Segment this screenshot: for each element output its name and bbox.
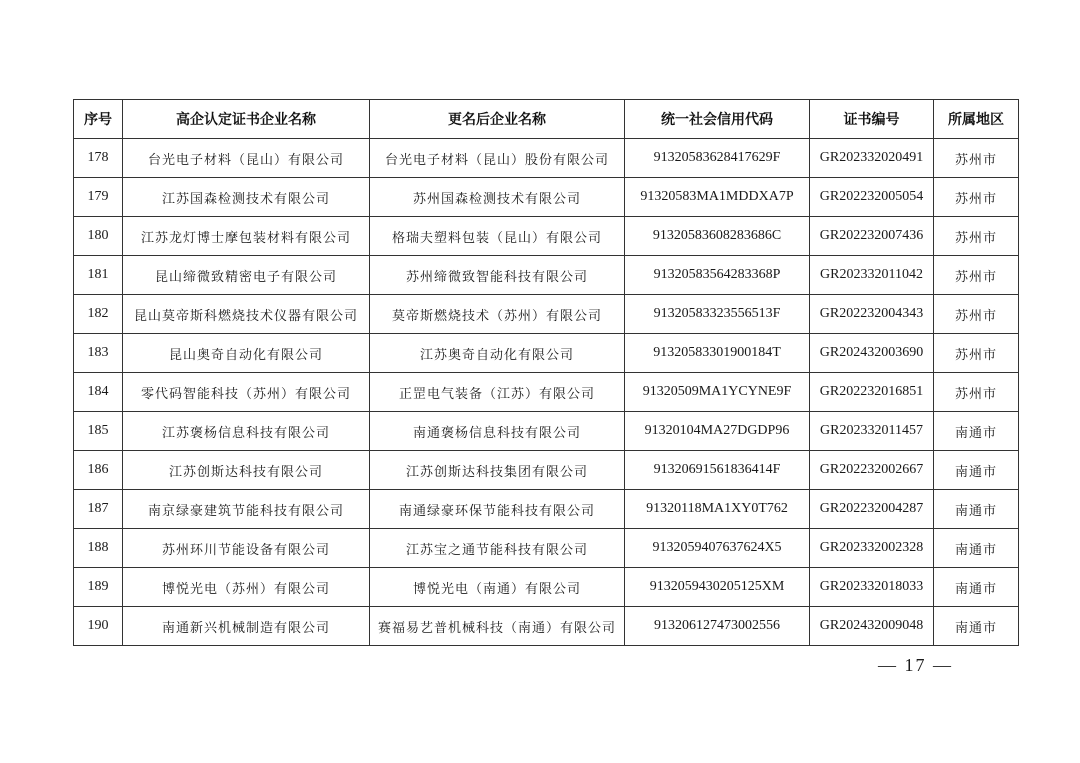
cell-original-company-name: 台光电子材料（昆山）有限公司 bbox=[123, 139, 370, 178]
table-row bbox=[74, 490, 1019, 529]
cell-original-company-name: 江苏龙灯博士摩包装材料有限公司 bbox=[123, 217, 370, 256]
header-serial-number: 序号 bbox=[74, 100, 123, 139]
cell-region: 苏州市 bbox=[934, 178, 1019, 217]
table-row bbox=[74, 529, 1019, 568]
cell-renamed-company-name: 江苏宝之通节能科技有限公司 bbox=[370, 529, 625, 568]
cell-serial-number: 189 bbox=[74, 568, 123, 607]
cell-renamed-company-name: 南通绿豪环保节能科技有限公司 bbox=[370, 490, 625, 529]
cell-certificate-number: GR202332002328 bbox=[810, 529, 934, 568]
cell-original-company-name: 南京绿豪建筑节能科技有限公司 bbox=[123, 490, 370, 529]
page-number: — 17 — bbox=[878, 655, 953, 675]
cell-region: 南通市 bbox=[934, 451, 1019, 490]
cell-credit-code: 91320118MA1XY0T762 bbox=[625, 490, 810, 529]
cell-original-company-name: 江苏创斯达科技有限公司 bbox=[123, 451, 370, 490]
cell-region: 苏州市 bbox=[934, 373, 1019, 412]
cell-credit-code: 9132059430205125XM bbox=[625, 568, 810, 607]
table-row bbox=[74, 451, 1019, 490]
cell-certificate-number: GR202332018033 bbox=[810, 568, 934, 607]
cell-original-company-name: 南通新兴机械制造有限公司 bbox=[123, 607, 370, 646]
table-row bbox=[74, 412, 1019, 451]
certificate-rename-table bbox=[73, 99, 1019, 646]
cell-credit-code: 91320583MA1MDDXA7P bbox=[625, 178, 810, 217]
cell-credit-code: 91320104MA27DGDP96 bbox=[625, 412, 810, 451]
cell-renamed-company-name: 苏州国森检测技术有限公司 bbox=[370, 178, 625, 217]
cell-serial-number: 179 bbox=[74, 178, 123, 217]
header-credit-code: 统一社会信用代码 bbox=[625, 100, 810, 139]
certificate-table-container bbox=[73, 99, 1018, 646]
cell-region: 苏州市 bbox=[934, 295, 1019, 334]
cell-original-company-name: 苏州环川节能设备有限公司 bbox=[123, 529, 370, 568]
table-row bbox=[74, 139, 1019, 178]
cell-serial-number: 188 bbox=[74, 529, 123, 568]
cell-renamed-company-name: 江苏奥奇自动化有限公司 bbox=[370, 334, 625, 373]
cell-region: 南通市 bbox=[934, 607, 1019, 646]
cell-original-company-name: 江苏褒杨信息科技有限公司 bbox=[123, 412, 370, 451]
cell-region: 苏州市 bbox=[934, 256, 1019, 295]
cell-certificate-number: GR202432009048 bbox=[810, 607, 934, 646]
cell-renamed-company-name: 赛福易艺普机械科技（南通）有限公司 bbox=[370, 607, 625, 646]
cell-region: 苏州市 bbox=[934, 217, 1019, 256]
cell-certificate-number: GR202332011457 bbox=[810, 412, 934, 451]
cell-serial-number: 184 bbox=[74, 373, 123, 412]
cell-credit-code: 9132059407637624X5 bbox=[625, 529, 810, 568]
cell-serial-number: 181 bbox=[74, 256, 123, 295]
table-row bbox=[74, 217, 1019, 256]
header-renamed-company-name: 更名后企业名称 bbox=[370, 100, 625, 139]
cell-renamed-company-name: 南通褒杨信息科技有限公司 bbox=[370, 412, 625, 451]
cell-region: 南通市 bbox=[934, 490, 1019, 529]
cell-serial-number: 182 bbox=[74, 295, 123, 334]
table-row bbox=[74, 256, 1019, 295]
table-row bbox=[74, 568, 1019, 607]
header-certificate-number: 证书编号 bbox=[810, 100, 934, 139]
cell-certificate-number: GR202232004343 bbox=[810, 295, 934, 334]
cell-serial-number: 190 bbox=[74, 607, 123, 646]
table-row bbox=[74, 373, 1019, 412]
cell-original-company-name: 昆山奥奇自动化有限公司 bbox=[123, 334, 370, 373]
cell-region: 南通市 bbox=[934, 412, 1019, 451]
cell-renamed-company-name: 莫帝斯燃烧技术（苏州）有限公司 bbox=[370, 295, 625, 334]
table-header-row bbox=[74, 100, 1019, 139]
cell-region: 苏州市 bbox=[934, 334, 1019, 373]
cell-certificate-number: GR202332020491 bbox=[810, 139, 934, 178]
cell-serial-number: 183 bbox=[74, 334, 123, 373]
header-region: 所属地区 bbox=[934, 100, 1019, 139]
cell-credit-code: 91320583323556513F bbox=[625, 295, 810, 334]
cell-certificate-number: GR202432003690 bbox=[810, 334, 934, 373]
cell-renamed-company-name: 正罡电气装备（江苏）有限公司 bbox=[370, 373, 625, 412]
cell-credit-code: 91320583608283686C bbox=[625, 217, 810, 256]
cell-original-company-name: 零代码智能科技（苏州）有限公司 bbox=[123, 373, 370, 412]
cell-serial-number: 187 bbox=[74, 490, 123, 529]
cell-certificate-number: GR202232007436 bbox=[810, 217, 934, 256]
cell-certificate-number: GR202332011042 bbox=[810, 256, 934, 295]
cell-credit-code: 91320509MA1YCYNE9F bbox=[625, 373, 810, 412]
cell-serial-number: 180 bbox=[74, 217, 123, 256]
cell-credit-code: 91320583301900184T bbox=[625, 334, 810, 373]
cell-renamed-company-name: 苏州缔微致智能科技有限公司 bbox=[370, 256, 625, 295]
cell-serial-number: 185 bbox=[74, 412, 123, 451]
cell-credit-code: 91320583628417629F bbox=[625, 139, 810, 178]
cell-serial-number: 186 bbox=[74, 451, 123, 490]
table-row bbox=[74, 295, 1019, 334]
cell-renamed-company-name: 台光电子材料（昆山）股份有限公司 bbox=[370, 139, 625, 178]
cell-renamed-company-name: 江苏创斯达科技集团有限公司 bbox=[370, 451, 625, 490]
cell-certificate-number: GR202232005054 bbox=[810, 178, 934, 217]
cell-original-company-name: 江苏国森检测技术有限公司 bbox=[123, 178, 370, 217]
cell-serial-number: 178 bbox=[74, 139, 123, 178]
cell-certificate-number: GR202232004287 bbox=[810, 490, 934, 529]
cell-credit-code: 913206127473002556 bbox=[625, 607, 810, 646]
cell-credit-code: 91320691561836414F bbox=[625, 451, 810, 490]
table-row bbox=[74, 178, 1019, 217]
cell-original-company-name: 昆山缔微致精密电子有限公司 bbox=[123, 256, 370, 295]
cell-region: 苏州市 bbox=[934, 139, 1019, 178]
cell-region: 南通市 bbox=[934, 529, 1019, 568]
table-row bbox=[74, 607, 1019, 646]
cell-renamed-company-name: 格瑞夫塑料包装（昆山）有限公司 bbox=[370, 217, 625, 256]
cell-certificate-number: GR202232016851 bbox=[810, 373, 934, 412]
header-original-company-name: 高企认定证书企业名称 bbox=[123, 100, 370, 139]
cell-region: 南通市 bbox=[934, 568, 1019, 607]
cell-original-company-name: 博悦光电（苏州）有限公司 bbox=[123, 568, 370, 607]
cell-original-company-name: 昆山莫帝斯科燃烧技术仪器有限公司 bbox=[123, 295, 370, 334]
cell-renamed-company-name: 博悦光电（南通）有限公司 bbox=[370, 568, 625, 607]
table-row bbox=[74, 334, 1019, 373]
cell-credit-code: 91320583564283368P bbox=[625, 256, 810, 295]
table-body bbox=[74, 139, 1019, 646]
cell-certificate-number: GR202232002667 bbox=[810, 451, 934, 490]
